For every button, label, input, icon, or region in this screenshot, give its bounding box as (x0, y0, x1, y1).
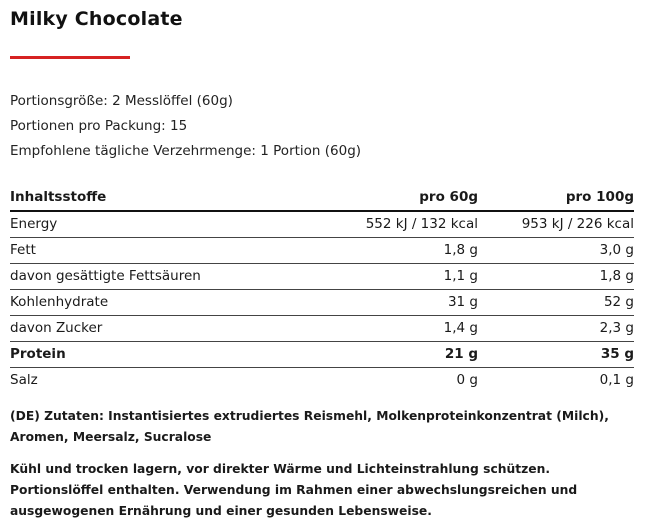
row-per-serving: 1,1 g (320, 263, 478, 289)
servings-per-package: Portionen pro Packung: 15 (10, 118, 188, 134)
ingredients-text: (DE) Zutaten: Instantisiertes extrudiertes Reismehl, Molkenproteinkonzentrat (Milch), Aromen, Meersalz, Sucralose (10, 409, 609, 444)
header-per-serving: pro 60g (320, 184, 478, 211)
row-per-serving: 1,8 g (320, 237, 478, 263)
row-per-100g: 35 g (478, 341, 634, 367)
table-row (10, 237, 634, 263)
title-accent-bar (10, 56, 130, 59)
table-row (10, 211, 634, 237)
row-per-100g: 0,1 g (599, 372, 634, 389)
row-name: davon Zucker (10, 315, 320, 341)
row-per-100g: 953 kJ / 226 kcal (478, 211, 634, 237)
serving-size: Portionsgröße: 2 Messlöffel (60g) (10, 93, 233, 109)
table-row (10, 263, 634, 289)
row-per-serving: 21 g (320, 341, 478, 367)
row-name: Salz (10, 372, 38, 389)
row-name: Protein (10, 341, 320, 367)
row-name: davon gesättigte Fettsäuren (10, 263, 320, 289)
row-name: Fett (10, 237, 320, 263)
row-per-100g: 3,0 g (478, 237, 634, 263)
row-per-100g: 1,8 g (478, 263, 634, 289)
table-row (10, 315, 634, 341)
header-per-100g: pro 100g (478, 184, 634, 211)
row-per-serving: 31 g (320, 289, 478, 315)
row-name: Kohlenhydrate (10, 289, 320, 315)
table-row (10, 289, 634, 315)
row-per-serving: 0 g (456, 372, 478, 389)
row-per-100g: 52 g (478, 289, 634, 315)
header-ingredients: Inhaltsstoffe (10, 184, 320, 211)
row-per-serving: 552 kJ / 132 kcal (320, 211, 478, 237)
nutrition-table (10, 184, 634, 393)
table-header-row (10, 184, 634, 211)
product-title: Milky Chocolate (10, 8, 183, 30)
row-name: Energy (10, 211, 320, 237)
row-per-100g: 2,3 g (478, 315, 634, 341)
recommended-daily-intake: Empfohlene tägliche Verzehrmenge: 1 Portion (60g) (10, 143, 362, 159)
table-row (10, 367, 634, 393)
storage-text: Kühl und trocken lagern, vor direkter Wärme und Lichteinstrahlung schützen. Portionslöffel enthalten. Verwendung im Rahmen einer abwechslungsreichen und ausgewogenen Ernährung und einer gesunden Lebensweise. (10, 462, 578, 518)
row-per-serving: 1,4 g (320, 315, 478, 341)
table-row (10, 341, 634, 367)
